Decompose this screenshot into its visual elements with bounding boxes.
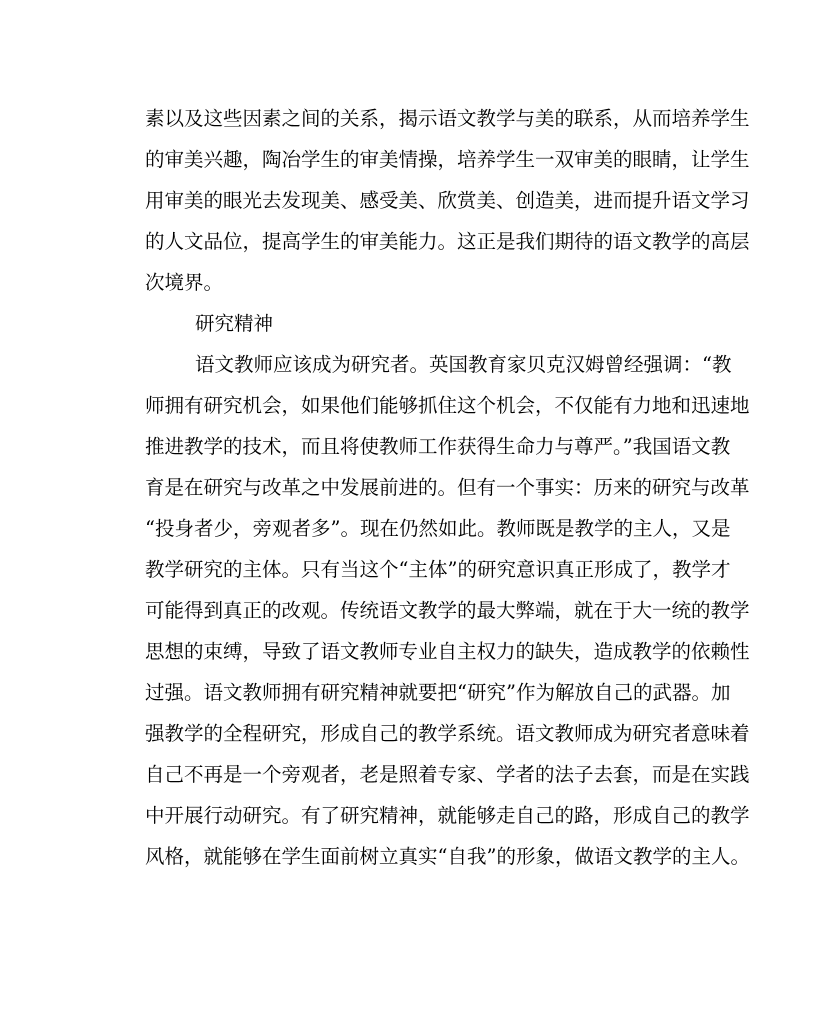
text-line: 育是在研究与改革之中发展前进的。但有一个事实：历来的研究与改革 (145, 476, 750, 499)
document-body (145, 98, 750, 877)
text-line: 中开展行动研究。有了研究精神，就能够走自己的路，形成自己的教学 (145, 804, 750, 827)
text-line: 思想的束缚，导致了语文教师专业自主权力的缺失，造成教学的依赖性 (145, 640, 750, 663)
text-line: 自己不再是一个旁观者，老是照着专家、学者的法子去套，而是在实践 (145, 763, 750, 786)
text-line: 强教学的全程研究，形成自己的教学系统。语文教师成为研究者意味着 (145, 722, 750, 745)
text-line: “投身者少，旁观者多”。现在仍然如此。教师既是教学的主人，又是 (145, 517, 731, 540)
text-line: 过强。语文教师拥有研究精神就要把“研究”作为解放自己的武器。加 (145, 681, 731, 704)
text-line: 可能得到真正的改观。传统语文教学的最大弊端，就在于大一统的教学 (145, 599, 750, 622)
text-line: 教学研究的主体。只有当这个“主体”的研究意识真正形成了，教学才 (145, 558, 731, 581)
paragraph-research (145, 344, 750, 877)
text-line: 师拥有研究机会，如果他们能够抓住这个机会，不仅能有力地和迅速地 (145, 394, 750, 417)
text-line: 风格，就能够在学生面前树立真实“自我”的形象，做语文教学的主人。 (145, 845, 750, 868)
text-line: 的审美兴趣，陶冶学生的审美情操，培养学生一双审美的眼睛，让学生 (145, 148, 750, 171)
text-line: 次境界。 (145, 271, 224, 294)
text-line: 语文教师应该成为研究者。英国教育家贝克汉姆曾经强调：“教 (195, 353, 732, 376)
text-line: 推进教学的技术，而且将使教师工作获得生命力与尊严。”我国语文教 (145, 435, 731, 458)
paragraph-aesthetic (145, 98, 750, 303)
text-line: 素以及这些因素之间的关系，揭示语文教学与美的联系，从而培养学生 (145, 107, 750, 130)
text-line: 的人文品位，提高学生的审美能力。这正是我们期待的语文教学的高层 (145, 230, 750, 253)
section-heading: 研究精神 (195, 312, 274, 335)
text-line: 用审美的眼光去发现美、感受美、欣赏美、创造美，进而提升语文学习 (145, 189, 750, 212)
